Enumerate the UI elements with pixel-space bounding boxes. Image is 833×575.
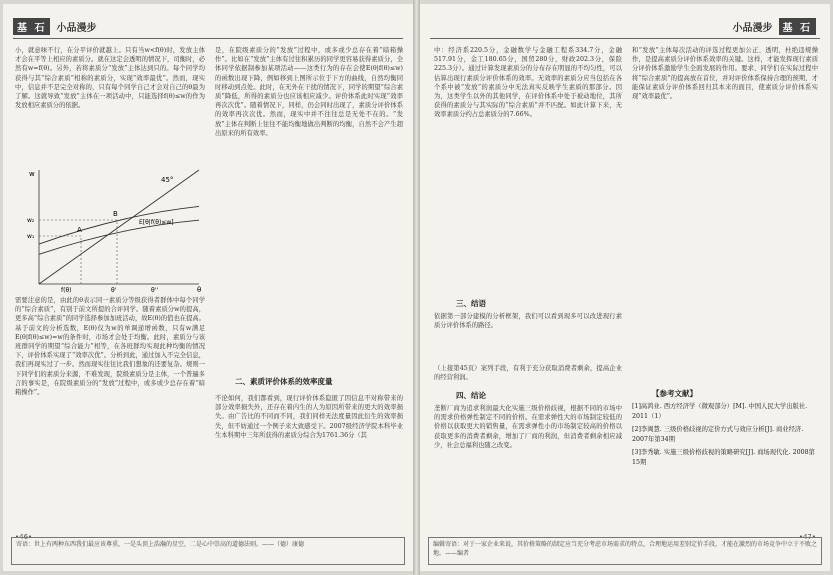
right-col2-top: 和“发放”主体每次活动的评选过程更加公正、透明，杜绝违规操作，是提高素质分评价体系效率的关键。这样，才能发挥现行素质分评价体系激励学生全面发展的作用。要求、同学们在实际过程中将“综合素质”的提高放在首位，并对评价体系保持合理的预期，才能保证素质分评价体系回归其本来的面目，使素质分评价体系实现“效率最优”。 bbox=[632, 47, 818, 101]
left-header bbox=[13, 16, 102, 36]
section-title-3: 三、结语 bbox=[456, 299, 486, 308]
line-45-degree bbox=[39, 170, 199, 284]
label-45: 45° bbox=[161, 176, 174, 184]
header-box: 基 石 bbox=[779, 18, 816, 35]
page-number: •47• bbox=[798, 533, 816, 541]
section-title-4: 四、结论 bbox=[456, 391, 486, 400]
header-box: 基 石 bbox=[13, 18, 50, 35]
curve-lower bbox=[39, 220, 199, 254]
right-page bbox=[420, 4, 830, 571]
label-E: E[θ|f(θ)≤w] bbox=[139, 219, 174, 226]
left-col2-bottom: 不论如何，我们都看到，现行评价体系隐匿了因信息不对称带来的部分效率损失外，还存在着内生的人为原因所带来的更大的效率损失。由广告比的不同而不同，我们同样无法度量因此衍生的效率损失，但不妨通过一个例子来大致感受下。2007级经济学院本科毕业生本科期中三年所获得的素质分综合为1761.36分（其 bbox=[215, 395, 403, 439]
label-A: A bbox=[77, 226, 82, 234]
x-label: θ bbox=[197, 286, 202, 294]
right-col1-note: （上接第45页）案列手段，有利于充分获取消费者剩余，提高企业的经营利润。 bbox=[434, 365, 622, 382]
reference-item: [3]李秀敏. 实施三级价格歧视的策略研究[J]. 商场现代化. 2008第15期 bbox=[632, 449, 815, 466]
curve-upper bbox=[39, 206, 199, 244]
reference-item: [2]李闽慧. 三级价格歧视的定价方式与效应分析[J]. 商业经济. 2007年第34期 bbox=[632, 426, 804, 443]
chart bbox=[21, 166, 205, 294]
header-section: 小品漫步 bbox=[732, 22, 773, 34]
header-section: 小品漫步 bbox=[56, 22, 97, 34]
references-title: 【参考文献】 bbox=[652, 389, 697, 398]
left-col1-bottom: 需要注意的是，由此的θ表示同一素质分等级获得者群体中每个同学的“综合素质”，有别于前文所提的合评同学。随着素质分w的提高，更多高“综合素质”的同学选择参加加班活动，故E(θ)的值也在提高。基于前文的分析选数，E(θ)仅为w的单调递增函数，只有w满足E(θ|f(θ)≤w)=w的条件时，市场才会处于均衡。此时，素质分与该班群同学的期望“综合能力”相等，在各班群均实现此种均衡的情况下，评价体系实现了“效率次优”。分析到此，通过加入不完全信息，我们再现实过了一步。然而现实往往比我们想象的还要复杂。规则一下同学们的素质分来源，不难发现，院级素质分是主体，一个普遍多言的事实是，在院级素质分的“发放”过程中，或多或少总存在着“暗箱操作”。 bbox=[15, 297, 205, 397]
label-w2: w₂ bbox=[27, 217, 35, 224]
left-footer: 寄语：世上有两种东西我们最应该尊重，一是头顶上浩瀚的星空，二是心中崇高的道德法则。——（德）康德 bbox=[11, 537, 405, 565]
label-B: B bbox=[113, 210, 118, 218]
left-col1-top: 小，就意味不行，在分平评价就越上。只有当w<f(θ)时，发放主体才会在平等上相应的素质分。就在这定会透明的情况下，司衡时，必然有w=f(θ)。另外，若将素质分“发放”主体达到只的。每个同学均获得与其“综合素质”相称的素质分，实现“效率最优”。然而，现实中，信息并不是完全对称的，只有每个同学自己才会对自己的θ最为了解。这就导致“发放”主体在一项活动中，只能选择f(θ)≤w的作为发放相应素质分的依据。 bbox=[15, 47, 205, 110]
section-title-2: 二、素质评价体系的效率度量 bbox=[235, 377, 333, 386]
references-list bbox=[632, 402, 818, 471]
tick-1: f(θ) bbox=[61, 287, 72, 294]
left-col2-top: 是，在院级素质分的“发放”过程中，或多或少总存在着“暗箱操作”。比如在“发放”主体有过往积累历的同学更容易获得素质分，全体同学依据制参加某项活动——这类行为的存在会使E(θ|f(θ)≤w)的函数出现下降，例如移到上图所示位于下方的曲线，自然均衡同时移动到点处。此时，在无外在干扰的情况下，同学的期望“综合素质”降低，所得的素质分也应该相应减少。评价体系此时实现“效率再次次优”。随着情况下，同样，仍会同时出现了，素质分评价体系的效率再次次优。然而，现实中并不往往总是无处不在的。“发放”主体在判断上往往不能均衡地做出判断的均衡，自然不会产生超出原来的所有效率。 bbox=[215, 47, 403, 137]
tick-2: θ' bbox=[111, 287, 117, 294]
y-label: w bbox=[29, 170, 35, 178]
right-col1-top: 中：经济系220.5分，金融数学与金融工程系334.7分，金融517.91分，金工180.65分，国贸280分，财政202.3分，保险225.3分）。通过计算发现素质分的分布存在明显的不均匀性，可以估算出现行素质分评价体系的效率。无效率的素质分应当包括在各个系中被“发放”的素质分中无法真实反映学生素质的那部分。因为，这类学生以外的其他同学，在评价体系中处于被动地位，其所获得的素质分与其实际的“综合素质”并不匹配。如此计算下来，无效率素质分约占总素质分的7.66%。 bbox=[434, 47, 622, 119]
reference-item: [1]高鸿业. 西方经济学（微观部分）[M]. 中国人民大学出版社. 2011（1） bbox=[632, 403, 808, 420]
page-number: •46• bbox=[15, 533, 33, 541]
right-col1-bottom: 垄断厂商为追求利润最大化实施三级价格歧视，根据不同的市场中的需求价格弹性制定不同的价格。在需求弹性大的市场制定较低的价格以获取更大的销售量，在需求弹性小的市场制定较高的价格以获取更多的消费者剩余，增加了厂商的利润，但消费者剩余相应减少，社会总福利也随之改变。 bbox=[434, 405, 622, 449]
header-rule bbox=[13, 38, 403, 39]
header-rule bbox=[430, 38, 820, 39]
left-page bbox=[3, 4, 413, 571]
right-col1-mid: 依据第一部分建模的分析框架，我们可以看到现多可以改进现行素质分评价体系的路径。 bbox=[434, 313, 622, 330]
right-footer: 编辑寄语：对于一家企业来说，其价格策略的制定应当充分考虑市场需求的特点，合理地运用差别定价手段，才能在激烈的市场竞争中立于不败之地。——编者 bbox=[428, 537, 822, 565]
right-header bbox=[727, 16, 816, 36]
book-gutter bbox=[413, 0, 420, 575]
label-w1: w₁ bbox=[27, 233, 35, 240]
tick-3: θ'' bbox=[151, 287, 158, 294]
